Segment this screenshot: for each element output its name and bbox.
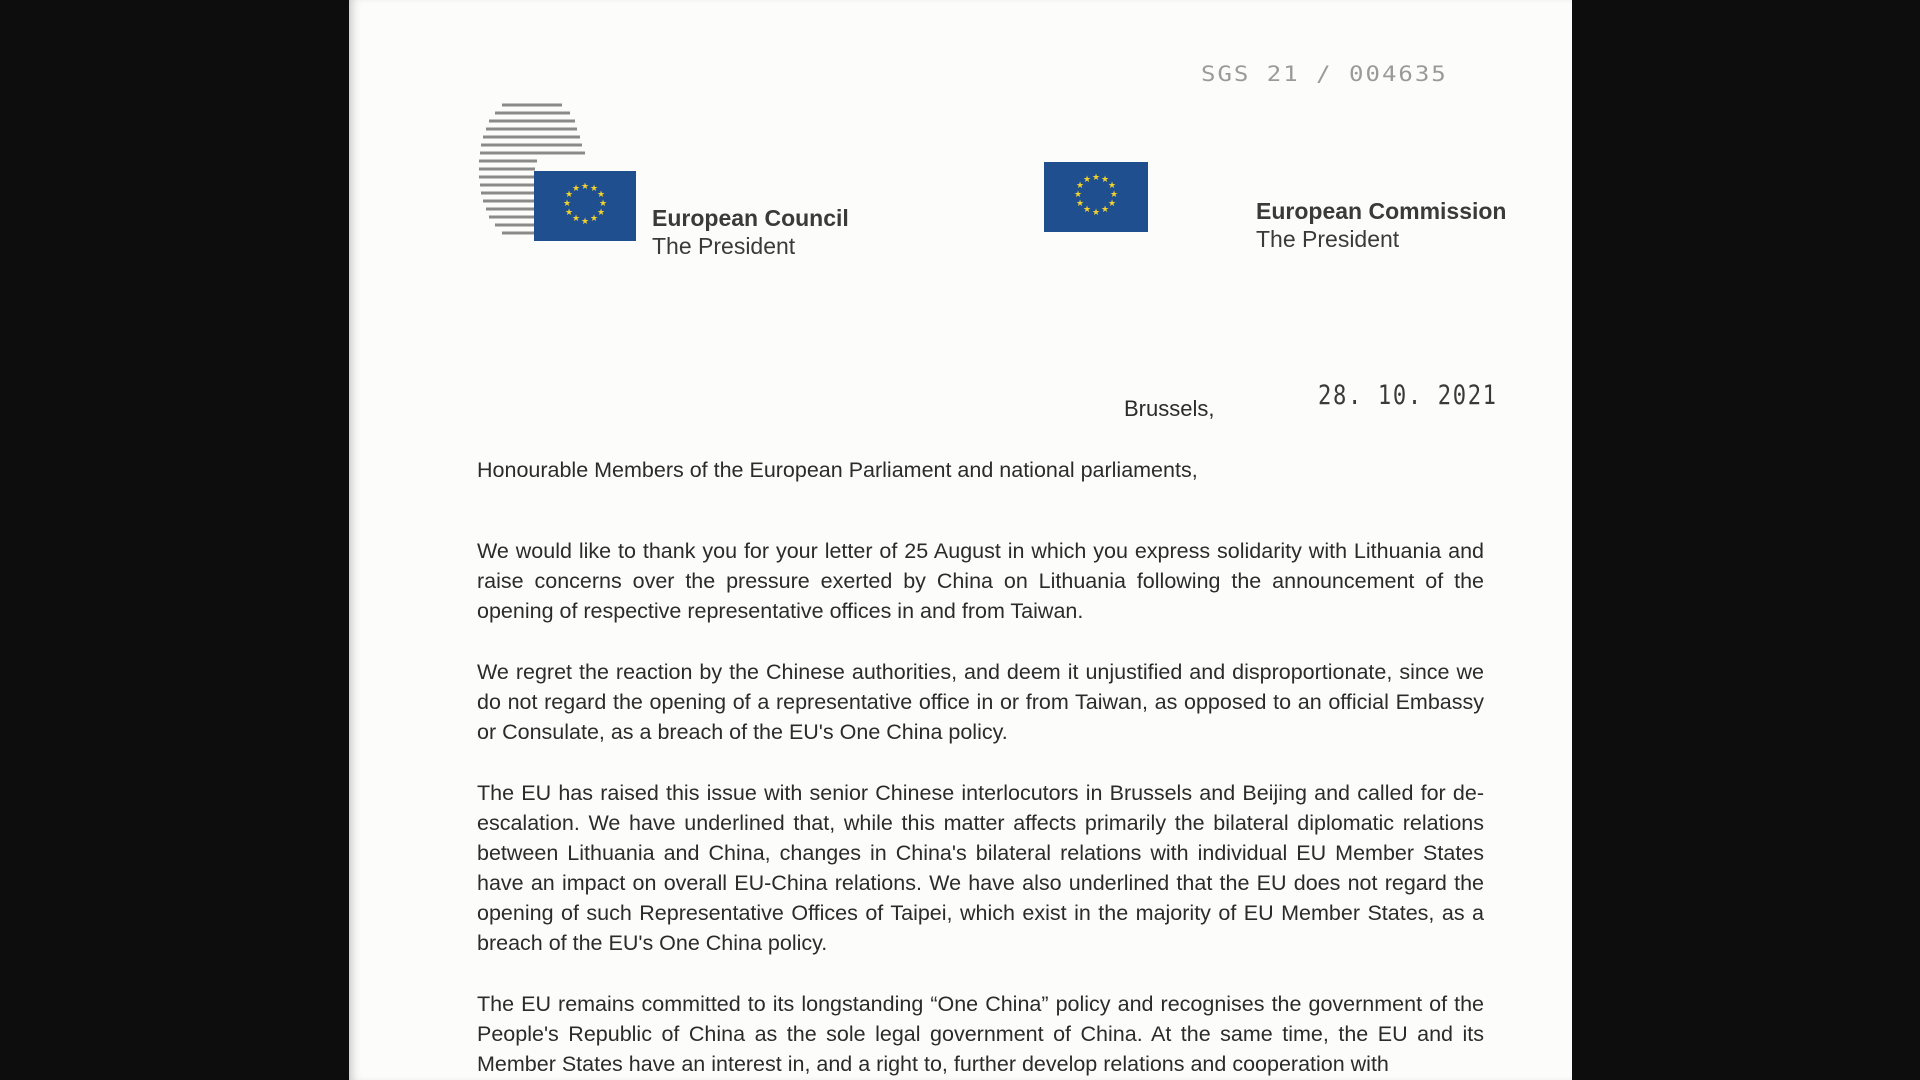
eu-flag-icon [534, 171, 636, 241]
paragraph: We would like to thank you for your letter of 25 August in which you express solidarity with Lithuania and raise concerns over the pressure exerted by China on Lithuania following the announcement of the opening of respective representative offices in and from Taiwan. [477, 539, 1484, 623]
svg-text:★: ★ [564, 190, 574, 200]
svg-text:★: ★ [596, 208, 606, 218]
commission-signatory-block [1256, 197, 1506, 253]
council-name: European Council [652, 205, 849, 231]
svg-text:★: ★ [589, 214, 599, 224]
svg-text:★: ★ [1075, 181, 1085, 191]
svg-text:★: ★ [1107, 199, 1117, 209]
svg-text:★: ★ [1109, 190, 1119, 200]
svg-text:★: ★ [1082, 175, 1092, 185]
svg-text:★: ★ [580, 217, 590, 227]
paragraph: The EU remains committed to its longstanding “One China” policy and recognises the government of the People's Republic of China as the sole legal government of China. At the same time, the EU and its Member States have an interest in, and a right to, further develop relations and cooperation with [477, 992, 1484, 1076]
svg-text:★: ★ [1073, 190, 1083, 200]
letter-body [477, 536, 1484, 1080]
commission-name: European Commission [1256, 198, 1507, 224]
svg-text:★: ★ [1100, 175, 1110, 185]
svg-text:★: ★ [571, 214, 581, 224]
salutation: Honourable Members of the European Parliament and national parliaments, [477, 458, 1198, 482]
svg-text:★: ★ [564, 208, 574, 218]
svg-text:★: ★ [580, 182, 590, 192]
place-label: Brussels, [1124, 396, 1215, 421]
paragraph: We regret the reaction by the Chinese authorities, and deem it unjustified and disproportionate, since we do not regard the opening of a representative office in or from Taiwan, as opposed to an official Embassy or Consulate, as a breach of the EU's One China policy. [477, 660, 1484, 744]
reference-number: SGS 21 / 004635 [1201, 61, 1448, 87]
svg-text:★: ★ [1075, 199, 1085, 209]
svg-text:★: ★ [598, 199, 608, 209]
svg-text:★: ★ [1100, 205, 1110, 215]
svg-text:★: ★ [596, 190, 606, 200]
svg-text:★: ★ [1082, 205, 1092, 215]
paragraph: The EU has raised this issue with senior Chinese interlocutors in Brussels and Beijing and called for de-escalation. We have underlined that, while this matter affects primarily the bilateral diplomatic relations between Lithuania and China, changes in China's bilateral relations with individual EU Member States have an impact on overall EU-China relations. We have also underlined that the EU does not regard the opening of such Representative Offices of Taipei, which exist in the majority of EU Member States, as a breach of the EU's One China policy. [477, 781, 1484, 955]
svg-text:★: ★ [571, 184, 581, 194]
date-stamp: 28. 10. 2021 [1318, 380, 1498, 411]
svg-text:★: ★ [562, 199, 572, 209]
svg-text:★: ★ [1091, 208, 1101, 218]
letter-page [349, 0, 1572, 1080]
council-signatory-block [652, 204, 849, 260]
commission-role: The President [1256, 226, 1400, 252]
svg-text:★: ★ [1107, 181, 1117, 191]
svg-text:★: ★ [589, 184, 599, 194]
council-role: The President [652, 233, 796, 259]
svg-text:★: ★ [1091, 173, 1101, 183]
eu-flag-icon [1044, 162, 1148, 232]
